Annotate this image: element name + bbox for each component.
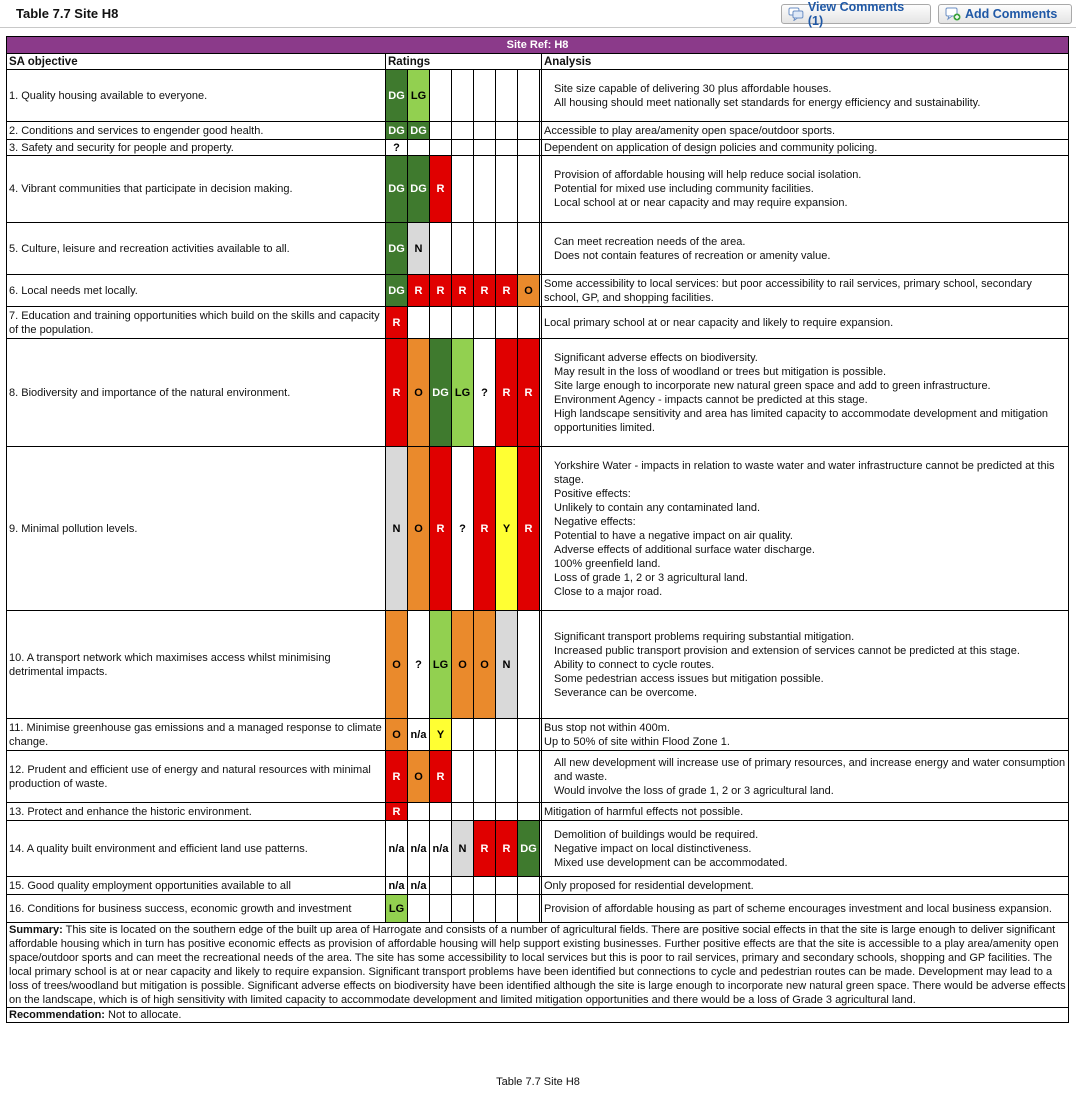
rating-cell (474, 751, 496, 803)
rating-cell (496, 122, 518, 140)
rating-cell (518, 307, 540, 339)
rating-cell (474, 307, 496, 339)
analysis-line: Significant transport problems requiring substantial mitigation. (554, 630, 855, 643)
analysis-cell (542, 821, 1069, 877)
rating-cell (408, 803, 430, 821)
rating-cell: Y (496, 447, 518, 611)
rating-cell (452, 895, 474, 923)
add-comments-button[interactable] (938, 4, 1072, 24)
summary-cell (7, 923, 1069, 1008)
rating-cell: R (474, 447, 496, 611)
analysis-cell (542, 447, 1069, 611)
rating-cell: ? (386, 140, 408, 156)
rating-cell (518, 751, 540, 803)
rating-cell: O (408, 447, 430, 611)
analysis-line: Provision of affordable housing will help reduce social isolation. (554, 169, 862, 181)
objective-cell: 13. Protect and enhance the historic environment. (7, 803, 386, 821)
analysis-line: All housing should meet nationally set standards for energy efficiency and sustainability. (554, 96, 981, 109)
analysis-line: Local primary school at or near capacity and likely to require expansion. (544, 316, 894, 329)
rating-cell (430, 223, 452, 275)
rating-cell (496, 751, 518, 803)
table-caption: Table 7.7 Site H8 (496, 1076, 580, 1088)
rating-cell: n/a (408, 877, 430, 895)
rating-cell: R (496, 339, 518, 447)
rating-cell: R (496, 821, 518, 877)
rating-cell (474, 140, 496, 156)
rating-cell (452, 751, 474, 803)
rating-cell: O (386, 611, 408, 719)
objective-cell: 7. Education and training opportunities which build on the skills and capacity of the population. (7, 307, 386, 339)
rating-cell (518, 70, 540, 122)
rating-cell: DG (386, 275, 408, 307)
analysis-line: Up to 50% of site within Flood Zone 1. (544, 735, 730, 748)
rating-cell: Y (430, 719, 452, 751)
rating-cell: n/a (408, 821, 430, 877)
rating-cell (518, 122, 540, 140)
rating-cell (430, 803, 452, 821)
objective-cell: 5. Culture, leisure and recreation activities available to all. (7, 223, 386, 275)
comment-icon (788, 7, 804, 21)
rating-cell (474, 70, 496, 122)
rating-cell: ? (452, 447, 474, 611)
table-row (7, 156, 1069, 223)
rating-cell: R (386, 307, 408, 339)
view-comments-label: View Comments (1) (807, 0, 905, 28)
table-row (7, 611, 1069, 719)
objective-cell: 6. Local needs met locally. (7, 275, 386, 307)
rating-cell: R (474, 821, 496, 877)
rating-cell: R (430, 751, 452, 803)
rating-cell: O (518, 275, 540, 307)
analysis-line: Only proposed for residential development. (544, 879, 754, 892)
analysis-line: Yorkshire Water - impacts in relation to waste water and water infrastructure cannot be predicted at this stage. (554, 459, 1055, 486)
rating-cell (496, 803, 518, 821)
rating-cell: DG (408, 122, 430, 140)
analysis-line: Site large enough to incorporate new natural green space and add to green infrastructure. (554, 379, 991, 392)
rating-cell: n/a (430, 821, 452, 877)
analysis-line: Negative impact on local distinctiveness. (554, 842, 752, 855)
rating-cell (452, 140, 474, 156)
rating-cell: N (496, 611, 518, 719)
analysis-cell (542, 140, 1069, 156)
analysis-line: All new development will increase use of primary resources, and increase energy and water consumption and waste. (554, 756, 1066, 783)
analysis-line: Local school at or near capacity and may require expansion. (554, 197, 848, 209)
objective-cell: 12. Prudent and efficient use of energy and natural resources with minimal production of waste. (7, 751, 386, 803)
rating-cell: n/a (408, 719, 430, 751)
rating-cell (430, 877, 452, 895)
rating-cell (408, 895, 430, 923)
rating-cell (474, 223, 496, 275)
table-row (7, 895, 1069, 923)
rating-cell (518, 895, 540, 923)
objective-cell: 10. A transport network which maximises access whilst minimising detrimental impacts. (7, 611, 386, 719)
rating-cell (408, 307, 430, 339)
rating-cell (496, 223, 518, 275)
rating-cell (518, 719, 540, 751)
analysis-cell (542, 275, 1069, 307)
rating-cell (496, 307, 518, 339)
rating-cell (408, 140, 430, 156)
analysis-cell (542, 895, 1069, 923)
analysis-line: Increased public transport provision and extension of services cannot be predicted at this stage. (554, 644, 1020, 657)
rating-cell: R (496, 275, 518, 307)
analysis-cell (542, 307, 1069, 339)
rating-cell: O (386, 719, 408, 751)
rating-cell: R (430, 156, 452, 223)
rating-cell (452, 156, 474, 223)
analysis-line: Some accessibility to local services: but poor accessibility to rail services, primary school, secondary school, GP, and shopping facilities. (544, 277, 1032, 304)
rating-cell (518, 140, 540, 156)
rating-cell: DG (386, 223, 408, 275)
rating-cell: R (386, 803, 408, 821)
col-header-ratings: Ratings (386, 54, 542, 70)
table-row (7, 803, 1069, 821)
rating-cell (474, 877, 496, 895)
analysis-cell (542, 719, 1069, 751)
analysis-line: 100% greenfield land. (554, 557, 661, 570)
rating-cell: DG (430, 339, 452, 447)
analysis-line: Environment Agency - impacts cannot be predicted at this stage. (554, 393, 868, 406)
rating-cell (518, 223, 540, 275)
table-row (7, 122, 1069, 140)
objective-cell: 11. Minimise greenhouse gas emissions and a managed response to climate change. (7, 719, 386, 751)
analysis-line: Accessible to play area/amenity open space/outdoor sports. (544, 124, 836, 137)
rating-cell (452, 803, 474, 821)
analysis-line: Positive effects: (554, 487, 631, 500)
rating-cell (496, 70, 518, 122)
rating-cell: O (452, 611, 474, 719)
objective-cell: 8. Biodiversity and importance of the natural environment. (7, 339, 386, 447)
rating-cell (474, 895, 496, 923)
rating-cell: n/a (386, 821, 408, 877)
rating-cell (452, 307, 474, 339)
rating-cell (452, 223, 474, 275)
analysis-cell (542, 70, 1069, 122)
table-row (7, 140, 1069, 156)
view-comments-button[interactable] (781, 0, 931, 28)
rating-cell (496, 156, 518, 223)
rating-cell: LG (408, 70, 430, 122)
analysis-line: High landscape sensitivity and area has limited capacity to accommodate development and mitigation opportunities limited. (554, 407, 1049, 434)
table-row (7, 275, 1069, 307)
summary-label: Summary: (9, 924, 63, 936)
table-row (7, 821, 1069, 877)
objective-cell: 14. A quality built environment and efficient land use patterns. (7, 821, 386, 877)
recommendation-cell (7, 1008, 1069, 1023)
rating-cell (474, 156, 496, 223)
rating-cell: n/a (386, 877, 408, 895)
analysis-line: Significant adverse effects on biodiversity. (554, 351, 758, 364)
rating-cell (430, 140, 452, 156)
table-title: Table 7.7 Site H8 (16, 6, 119, 21)
rating-cell: ? (474, 339, 496, 447)
analysis-line: Potential for mixed use including community facilities. (554, 183, 814, 195)
analysis-line: Negative effects: (554, 515, 636, 528)
rating-cell (518, 611, 540, 719)
analysis-cell (542, 803, 1069, 821)
rating-cell (430, 307, 452, 339)
analysis-cell (542, 156, 1069, 223)
rating-cell (518, 156, 540, 223)
add-comment-icon (945, 7, 961, 21)
analysis-line: Dependent on application of design policies and community policing. (544, 141, 878, 154)
rating-cell (430, 895, 452, 923)
rating-cell (430, 122, 452, 140)
rating-cell: R (408, 275, 430, 307)
table-row (7, 877, 1069, 895)
recommendation-text: Not to allocate. (108, 1009, 182, 1021)
summary-text: This site is located on the southern edge of the built up area of Harrogate and consists of a number of agricultural fields. There are positive social effects in that the site is large enough to deliver significant affordable housing which in turn has positive economic effects as provision of affordable housing will help support existing businesses. Further positive effects are that the site is accessible to a play area/amenity open space/outdoor sports and can meet the recreational needs of the area. The site has some accessibility to local services but this is poor to rail services, primary and secondary schools, shopping and GP facilities. The local primary school is at or near capacity and likely to require expansion. Significant transport problems have been identified but connections to cycle and pedestrian routes can be made. Development may lead to a loss of trees/woodland but mitigation is possible. Significant adverse effects on biodiversity have been identified although the site is large enough to incorporate new natural green space. There would be adverse effects on the landscape, which is of high sensitivity with limited capacity to accommodate development and limited mitigation opportunities and there would be a loss of Grade 3 agricultural land. (9, 924, 1066, 1006)
objective-cell: 3. Safety and security for people and property. (7, 140, 386, 156)
rating-cell: N (452, 821, 474, 877)
objective-cell: 9. Minimal pollution levels. (7, 447, 386, 611)
analysis-line: Close to a major road. (554, 585, 663, 598)
analysis-line: Adverse effects of additional surface water discharge. (554, 543, 815, 556)
rating-cell (452, 719, 474, 751)
rating-cell: DG (518, 821, 540, 877)
analysis-line: Site size capable of delivering 30 plus affordable houses. (554, 82, 832, 95)
objective-cell: 16. Conditions for business success, economic growth and investment (7, 895, 386, 923)
analysis-line: Some pedestrian access issues but mitigation possible. (554, 672, 824, 685)
rating-cell (474, 719, 496, 751)
rating-cell: R (386, 339, 408, 447)
table-row (7, 751, 1069, 803)
rating-cell: O (474, 611, 496, 719)
rating-cell (430, 70, 452, 122)
analysis-cell (542, 877, 1069, 895)
rating-cell: R (430, 447, 452, 611)
analysis-cell (542, 751, 1069, 803)
analysis-line: Potential to have a negative impact on air quality. (554, 529, 793, 542)
rating-cell: LG (452, 339, 474, 447)
rating-cell: LG (430, 611, 452, 719)
rating-cell: N (386, 447, 408, 611)
rating-cell: O (408, 751, 430, 803)
rating-cell (496, 877, 518, 895)
rating-cell: R (430, 275, 452, 307)
rating-cell (452, 70, 474, 122)
rating-cell: R (474, 275, 496, 307)
table-row (7, 339, 1069, 447)
objective-cell: 4. Vibrant communities that participate in decision making. (7, 156, 386, 223)
rating-cell (518, 877, 540, 895)
rating-cell: LG (386, 895, 408, 923)
analysis-cell (542, 122, 1069, 140)
objective-cell: 15. Good quality employment opportunities available to all (7, 877, 386, 895)
analysis-line: Mitigation of harmful effects not possible. (544, 805, 744, 818)
col-header-objective: SA objective (7, 54, 386, 70)
analysis-line: Demolition of buildings would be required. (554, 828, 759, 841)
rating-cell (474, 122, 496, 140)
rating-cell: R (386, 751, 408, 803)
table-row (7, 719, 1069, 751)
toolbar (0, 0, 1076, 28)
rating-cell (474, 803, 496, 821)
rating-cell (496, 140, 518, 156)
analysis-line: Unlikely to contain any contaminated land. (554, 501, 761, 514)
analysis-line: Can meet recreation needs of the area. (554, 235, 746, 248)
analysis-cell (542, 611, 1069, 719)
rating-cell: DG (386, 122, 408, 140)
table-row (7, 307, 1069, 339)
rating-cell: DG (386, 156, 408, 223)
objective-cell: 1. Quality housing available to everyone. (7, 70, 386, 122)
sa-table (6, 36, 1069, 1023)
rating-cell: ? (408, 611, 430, 719)
analysis-line: Provision of affordable housing as part of scheme encourages investment and local business expansion. (544, 902, 1052, 915)
table-row (7, 447, 1069, 611)
table-row (7, 223, 1069, 275)
rating-cell: N (408, 223, 430, 275)
analysis-line: Severance can be overcome. (554, 686, 698, 699)
rating-cell (496, 895, 518, 923)
objective-cell: 2. Conditions and services to engender good health. (7, 122, 386, 140)
rating-cell: R (518, 447, 540, 611)
analysis-line: Loss of grade 1, 2 or 3 agricultural land. (554, 571, 748, 584)
add-comments-label: Add Comments (965, 7, 1058, 21)
table-row (7, 70, 1069, 122)
rating-cell: DG (386, 70, 408, 122)
col-header-analysis: Analysis (542, 54, 1069, 70)
rating-cell: O (408, 339, 430, 447)
rating-cell (452, 122, 474, 140)
analysis-line: Does not contain features of recreation or amenity value. (554, 249, 831, 262)
recommendation-label: Recommendation: (9, 1009, 105, 1021)
analysis-line: Would involve the loss of grade 1, 2 or 3 agricultural land. (554, 784, 834, 797)
site-ref-header: Site Ref: H8 (7, 37, 1069, 54)
analysis-cell (542, 339, 1069, 447)
rating-cell: R (518, 339, 540, 447)
rating-cell (496, 719, 518, 751)
rating-cell: DG (408, 156, 430, 223)
analysis-line: May result in the loss of woodland or trees but mitigation is possible. (554, 365, 886, 378)
rating-cell (518, 803, 540, 821)
rating-cell (452, 877, 474, 895)
rating-cell: R (452, 275, 474, 307)
analysis-line: Ability to connect to cycle routes. (554, 658, 715, 671)
analysis-line: Bus stop not within 400m. (544, 721, 670, 734)
analysis-cell (542, 223, 1069, 275)
analysis-line: Mixed use development can be accommodated. (554, 856, 788, 869)
